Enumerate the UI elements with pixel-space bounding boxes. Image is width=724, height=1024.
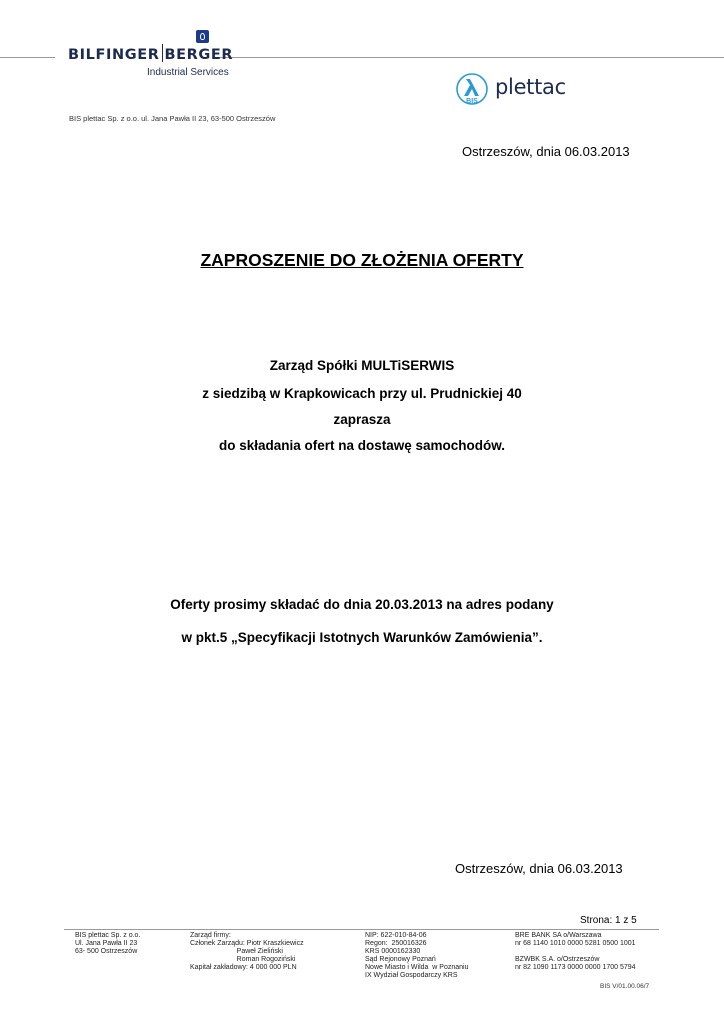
bis-mark-text: BIS — [466, 98, 478, 105]
offer-line: Oferty prosimy składać do dnia 20.03.2013 na adres podany — [170, 597, 554, 612]
invitation-line: do składania ofert na dostawę samochodów. — [218, 438, 506, 453]
bilfinger-mark-icon — [196, 30, 209, 43]
invitation-line: Zarząd Spółki MULTiSERWIS — [269, 358, 455, 373]
footer-registry-column — [365, 932, 469, 980]
footer-line: Sąd Rejonowy Poznań — [365, 956, 436, 963]
footer-company-column — [75, 932, 140, 956]
page-number: Strona: 1 z 5 — [580, 915, 637, 926]
header-rule-right — [218, 57, 724, 58]
bilfinger-berger-logo — [68, 44, 234, 78]
date-top: Ostrzeszów, dnia 06.03.2013 — [462, 144, 630, 159]
footer-line: Zarząd firmy: — [190, 932, 231, 939]
logo-name-right: BERGER — [164, 47, 234, 63]
footer-line: BIS plettac Sp. z o.o. — [75, 932, 141, 939]
footer-line: Kapitał zakładowy: 4 000 000 PLN — [190, 964, 297, 971]
footer-line: Paweł Zieliński — [190, 948, 283, 955]
footer-line: Ul. Jana Pawła II 23 — [75, 940, 138, 947]
footer-line: BRE BANK SA o/Warszawa — [515, 932, 602, 939]
footer-line: Roman Rogoziński — [190, 956, 296, 963]
date-bottom: Ostrzeszów, dnia 06.03.2013 — [455, 861, 623, 876]
invitation-line: z siedzibą w Krapkowicach przy ul. Prudnickiej 40 — [202, 386, 522, 401]
sender-address: BIS plettac Sp. z o.o. ul. Jana Pawła II 23, 63-500 Ostrzeszów — [69, 114, 276, 123]
footer-line: nr 82 1090 1173 0000 0000 1700 5794 — [515, 964, 636, 971]
footer-rule — [64, 929, 659, 930]
footer-line: BZWBK S.A. o/Ostrzeszów — [515, 956, 600, 963]
footer-line: Członek Zarządu: Piotr Kraszkiewicz — [190, 940, 304, 947]
header-rule-left — [0, 57, 55, 58]
plettac-name: plettac — [495, 75, 566, 99]
document-version: BIS V/01.00.06/7 — [600, 983, 650, 990]
footer-line: Nowe Miasto i Wilda w Poznaniu — [365, 964, 469, 971]
invitation-line: zaprasza — [333, 412, 391, 427]
footer-line: Regon: 250016326 — [365, 940, 427, 947]
footer-line: IX Wydział Gospodarczy KRS — [365, 972, 458, 979]
bis-lambda-icon — [455, 72, 491, 108]
footer-line — [515, 948, 636, 956]
bis-plettac-logo — [455, 72, 565, 108]
footer-bank-column — [515, 932, 636, 972]
offer-line: w pkt.5 „Specyfikacji Istotnych Warunków Zamówienia”. — [181, 630, 543, 645]
footer-line: 63- 500 Ostrzeszów — [75, 948, 138, 955]
footer-line: nr 68 1140 1010 0000 5281 0500 1001 — [515, 940, 636, 947]
footer-line: KRS 0000162330 — [365, 948, 421, 955]
document-title: ZAPROSZENIE DO ZŁOŻENIA OFERTY — [200, 250, 524, 270]
logo-name-left: BILFINGER — [68, 47, 160, 63]
footer-board-column — [190, 932, 304, 972]
footer-line: NIP: 622-010-84-06 — [365, 932, 427, 939]
logo-subtitle: Industrial Services — [147, 67, 229, 78]
